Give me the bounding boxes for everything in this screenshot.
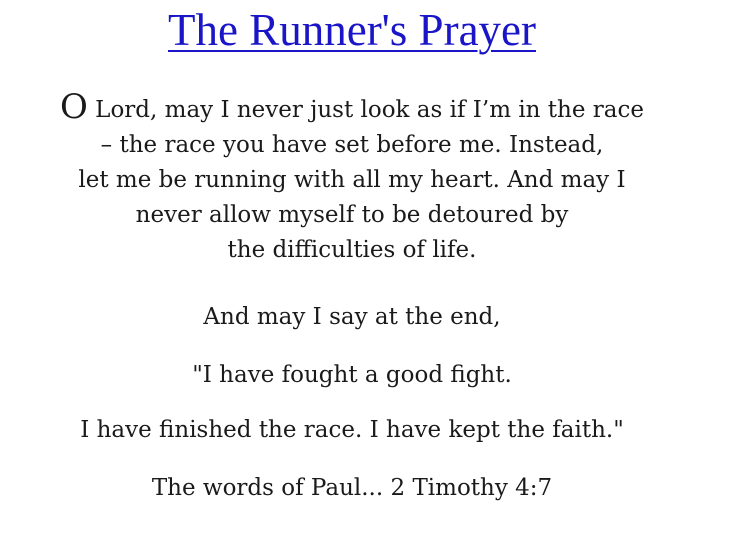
prayer-line-1-text: Lord, may I never just look as if I’m in the race xyxy=(87,97,644,123)
document-title: The Runner's Prayer xyxy=(168,5,536,55)
closing-line-3: I have finished the race. I have kept the faith." xyxy=(80,417,624,443)
prayer-line-2: – the race you have set before me. Instead, xyxy=(100,132,604,158)
attribution: The words of Paul... 2 Timothy 4:7 xyxy=(151,475,553,501)
closing-line-2: "I have fought a good fight. xyxy=(192,362,512,388)
prayer-paragraph xyxy=(0,87,704,268)
prayer-line-3: let me be running with all my heart. And may I xyxy=(78,167,626,193)
prayer-line-1 xyxy=(0,87,704,128)
prayer-line-5: the difficulties of life. xyxy=(227,237,477,263)
closing-line-1: And may I say at the end, xyxy=(203,304,501,330)
drop-cap: O xyxy=(60,87,88,127)
prayer-line-4: never allow myself to be detoured by xyxy=(135,202,569,228)
